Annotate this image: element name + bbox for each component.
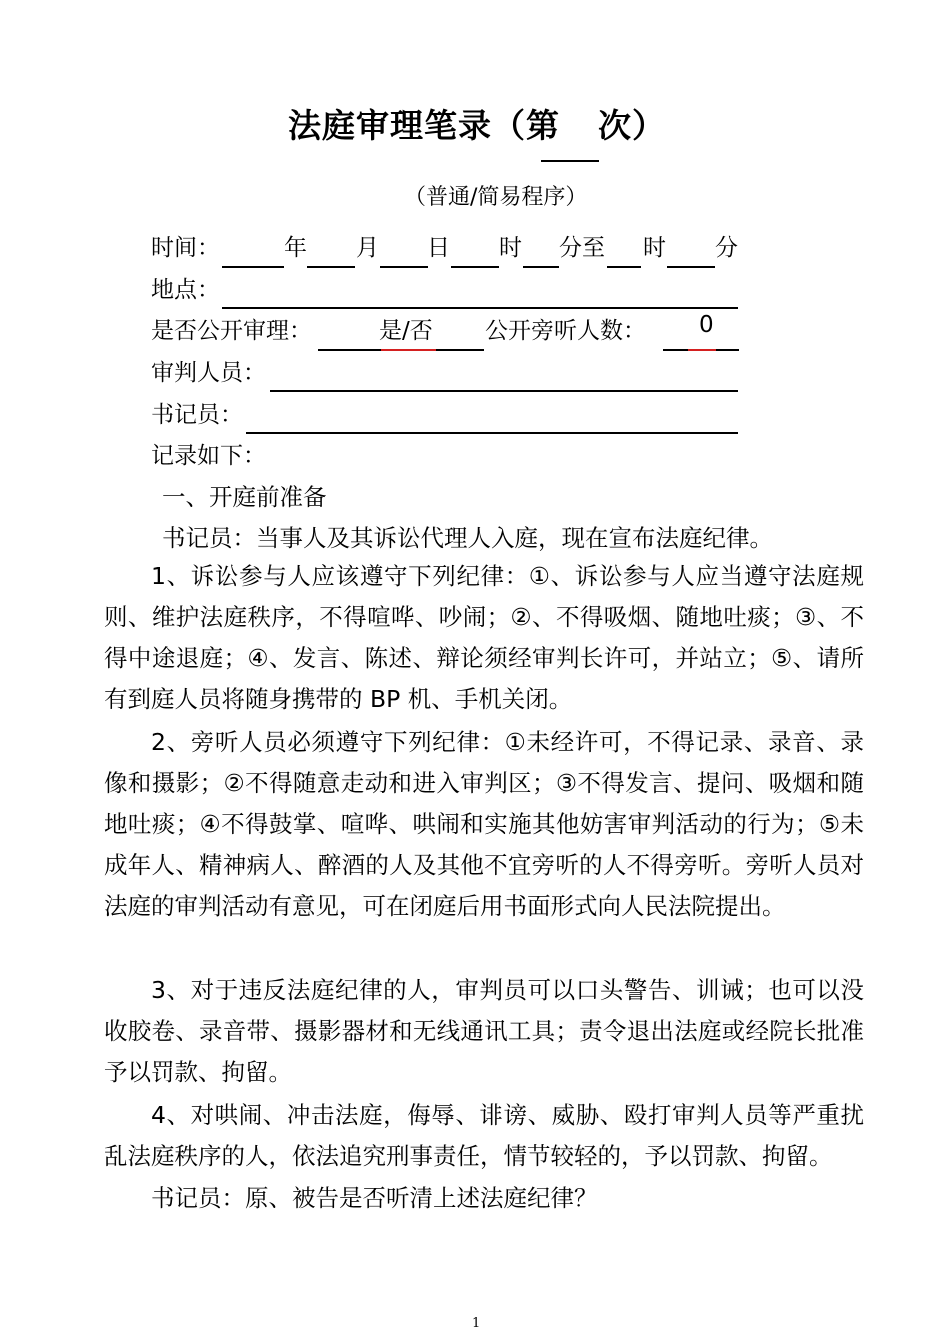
hour-start-unit: 时 (499, 235, 522, 261)
place-blank[interactable] (222, 307, 738, 309)
record-label: 记录如下： (151, 443, 266, 469)
day-blank[interactable] (380, 266, 428, 268)
minute-end-unit: 分 (715, 235, 738, 261)
rule-paragraph-2: 2、旁听人员必须遵守下列纪律：①未经许可，不得记录、录音、录像和摄影；②不得随意走动和进入审判区；③不得发言、提问、吸烟和随地吐痰；④不得鼓掌、喧哗、哄闹和实施其他妨害审判活动的行为；⑤未成年人、精神病人、醉酒的人及其他不宜旁听的人不得旁听。旁听人员对法庭的审判活动有意见，可在闭庭后用书面形式向人民法院提出。 (104, 728, 864, 920)
hour-end-unit: 时 (643, 235, 666, 261)
hour-end-blank[interactable] (607, 266, 641, 268)
day-unit: 日 (427, 235, 450, 261)
rule-paragraph-4: 4、对哄闹、冲击法庭，侮辱、诽谤、威胁、殴打审判人员等严重扰乱法庭秩序的人，依法追究刑事责任，情节较轻的，予以罚款、拘留。 (104, 1101, 864, 1170)
clerk-announcement: 书记员：当事人及其诉讼代理人入庭，现在宣布法庭纪律。 (162, 524, 773, 552)
public-hearing-underline-mark (381, 349, 436, 351)
judges-label: 审判人员： (151, 360, 266, 386)
hour-start-blank[interactable] (451, 266, 499, 268)
place-label: 地点： (151, 277, 220, 303)
rule-paragraph-3: 3、对于违反法庭纪律的人，审判员可以口头警告、训诫；也可以没收胶卷、录音带、摄影器材和无线通讯工具；责令退出法庭或经院长批准予以罚款、拘留。 (104, 976, 864, 1086)
public-hearing-value[interactable]: 是/否 (379, 318, 433, 344)
document-title (288, 100, 560, 147)
audience-count-underline-mark (688, 349, 716, 351)
section-heading: 一、开庭前准备 (162, 483, 327, 511)
title-suffix: 次） (598, 106, 666, 145)
audience-count-value[interactable]: 0 (699, 312, 714, 338)
minute-start-blank[interactable] (523, 266, 559, 268)
clerk-blank[interactable] (246, 432, 738, 434)
clerk-label: 书记员： (151, 402, 243, 428)
session-number-blank[interactable] (541, 160, 599, 162)
clerk-question: 书记员：原、被告是否听清上述法庭纪律？ (151, 1184, 598, 1212)
public-hearing-label: 是否公开审理： (151, 318, 312, 344)
title-main: 法庭审理笔录（第 (288, 106, 560, 145)
year-blank[interactable] (222, 266, 284, 268)
judges-blank[interactable] (270, 390, 738, 392)
page-number: 1 (472, 1316, 481, 1331)
time-label: 时间： (151, 235, 220, 261)
month-blank[interactable] (307, 266, 355, 268)
rule-paragraph-1: 1、诉讼参与人应该遵守下列纪律：①、诉讼参与人应当遵守法庭规则、维护法庭秩序，不得喧哗、吵闹；②、不得吸烟、随地吐痰；③、不得中途退庭；④、发言、陈述、辩论须经审判长许可，并站立；⑤、请所有到庭人员将随身携带的 BP 机、手机关闭。 (104, 562, 864, 713)
procedure-type: （普通/简易程序） (404, 185, 588, 210)
minute-end-blank[interactable] (667, 266, 715, 268)
minute-to-unit: 分至 (559, 235, 605, 261)
audience-count-label: 公开旁听人数： (485, 318, 646, 344)
year-unit: 年 (284, 235, 307, 261)
month-unit: 月 (356, 235, 379, 261)
